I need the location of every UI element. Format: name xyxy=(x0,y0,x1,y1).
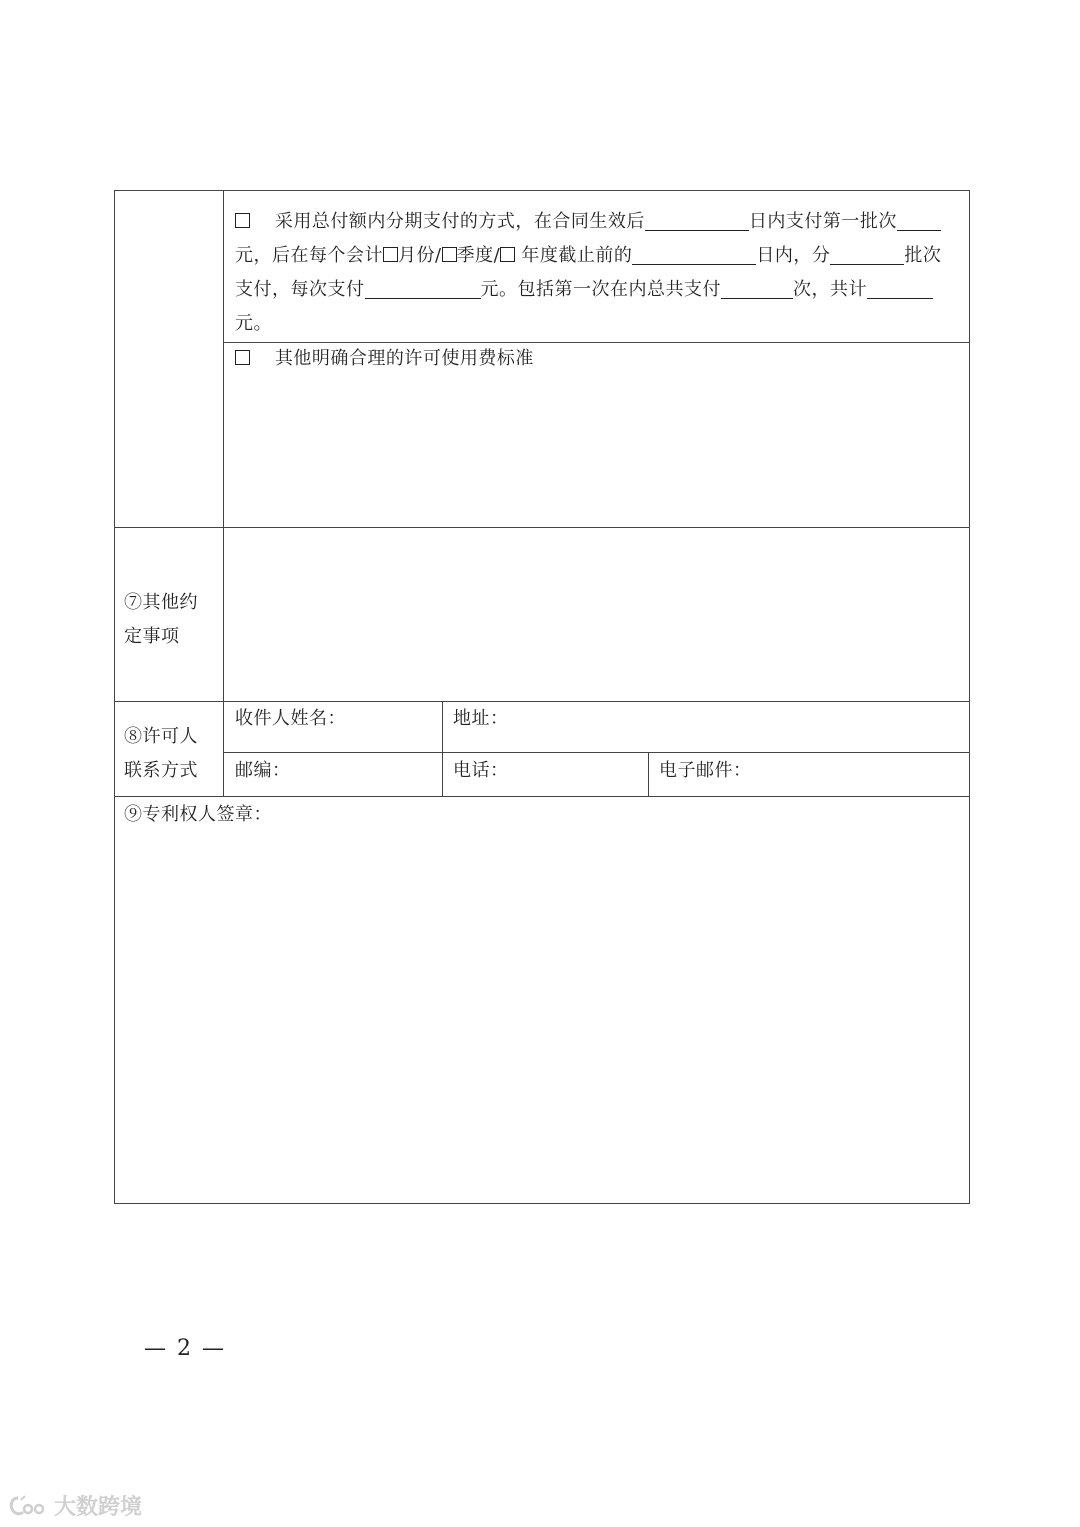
contact-divider-2 xyxy=(648,752,649,797)
email-field[interactable] xyxy=(659,760,752,782)
row-divider-section9 xyxy=(114,796,970,797)
section9-label: ⑨专利权人签章： xyxy=(124,804,272,825)
address-label: 地址： xyxy=(453,708,509,729)
postcode-label: 邮编： xyxy=(235,760,291,781)
other-fee-checkbox[interactable] xyxy=(235,350,250,365)
table-border-bottom xyxy=(114,1203,970,1204)
recipient-name-field[interactable] xyxy=(235,708,346,730)
watermark-logo-icon xyxy=(8,1494,50,1518)
other-fee-label: 其他明确合理的许可使用费标准 xyxy=(274,348,534,369)
other-fee-row xyxy=(235,348,534,370)
installment-line-4 xyxy=(235,313,272,335)
installment-line-1 xyxy=(235,211,941,233)
installment-line-2 xyxy=(235,245,941,267)
installment-line3-mid: 元。包括第一次在内总共支付 xyxy=(480,279,721,300)
contact-divider-1 xyxy=(442,701,443,797)
section8-label xyxy=(124,720,198,788)
other-fee-input-area[interactable] xyxy=(225,380,968,525)
installment-line1-text: 采用总付额内分期支付的方式，在合同生效后 xyxy=(274,211,645,232)
month-option-label: 月份/ xyxy=(398,245,442,266)
phone-field[interactable] xyxy=(453,760,509,782)
label-column-divider xyxy=(223,190,224,796)
recipient-name-label: 收件人姓名： xyxy=(235,708,346,729)
section7-label-line1: ⑦其他约 xyxy=(124,592,198,613)
installment-line4: 元。 xyxy=(235,313,272,334)
installment-line3-prefix: 支付，每次支付 xyxy=(235,279,365,300)
each-payment-blank[interactable] xyxy=(365,280,481,299)
row-divider-installment xyxy=(224,342,970,343)
days-after-effective-blank[interactable] xyxy=(645,212,749,231)
table-border-left xyxy=(114,190,115,1204)
installment-checkbox[interactable] xyxy=(235,213,250,228)
quarter-checkbox[interactable] xyxy=(442,247,457,262)
days-before-period-end-blank[interactable] xyxy=(632,246,756,265)
section7-input-area[interactable] xyxy=(225,529,968,700)
installment-line1-suffix: 日内支付第一批次 xyxy=(748,211,897,232)
table-border-top xyxy=(114,190,970,191)
page-number: — 2 — xyxy=(144,1336,226,1361)
email-label: 电子邮件： xyxy=(659,760,752,781)
installment-line2-suffix: 批次 xyxy=(904,245,942,266)
installment-line2-mid: 日内，分 xyxy=(756,245,831,266)
address-field[interactable] xyxy=(453,708,509,730)
watermark-text: 大数跨境 xyxy=(54,1495,143,1520)
signature-area[interactable] xyxy=(116,830,968,1200)
section8-label-line1: ⑧许可人 xyxy=(124,726,198,747)
total-amount-blank[interactable] xyxy=(867,280,933,299)
postcode-field[interactable] xyxy=(235,760,291,782)
year-option-label: 年度截止前的 xyxy=(521,245,633,266)
month-checkbox[interactable] xyxy=(383,247,398,262)
license-form-table xyxy=(114,190,970,1204)
row-divider-section8 xyxy=(114,701,970,702)
installment-line-3 xyxy=(235,279,933,301)
row-divider-contact xyxy=(224,752,970,753)
watermark xyxy=(8,1490,142,1521)
year-checkbox[interactable] xyxy=(500,247,515,262)
phone-label: 电话： xyxy=(453,760,509,781)
section7-label-line2: 定事项 xyxy=(124,626,180,647)
first-batch-amount-blank[interactable] xyxy=(897,212,941,231)
quarter-option-label: 季度/ xyxy=(456,245,501,266)
section7-label xyxy=(124,586,198,654)
section8-label-line2: 联系方式 xyxy=(124,760,198,781)
installment-line2-prefix: 元，后在每个会计 xyxy=(235,245,383,266)
row-divider-section7 xyxy=(114,527,970,528)
total-payments-blank[interactable] xyxy=(721,280,793,299)
installment-line3-mid2: 次，共计 xyxy=(793,279,867,300)
batch-count-blank[interactable] xyxy=(830,246,904,265)
